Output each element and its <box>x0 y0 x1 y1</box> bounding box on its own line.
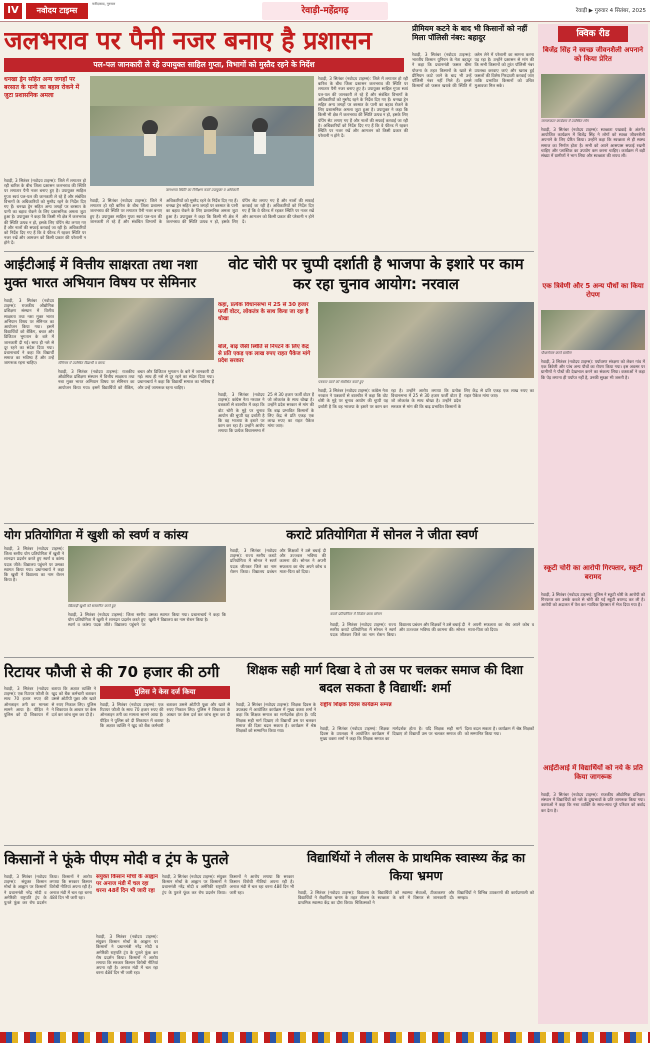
yoga-caption: खिलाड़ी खुशी को सम्मानित करते हुए <box>68 604 116 608</box>
page-number: IV <box>4 3 22 19</box>
teacher-side-head: राष्ट्रीय शिक्षक दिवस कार्यक्रम सम्पन्न <box>320 702 392 708</box>
yoga-headline: योग प्रतियोगिता में खुशी को स्वर्ण व कांस्य <box>4 528 188 542</box>
lead-headline: जलभराव पर पैनी नजर बनाए है प्रशासन <box>4 26 372 55</box>
yoga-body-cols: रेवाड़ी, 3 सितंबर (नवोदय टाइम्स): जिला स्तरीय योग प्रतियोगिता में खुशी ने शानदार प्रदर्शन करते हुए स्वर्ण व कांस्य पदक जीते। विद्यालय पहुंचने पर उसका स्वागत किया गया। प्रधानाचार्य ने कहा कि खुशी ने विद्यालय का नाम रोशन किया है। <box>68 612 226 628</box>
quick-head-4: आईटीआई में विद्यार्थियों को नये के प्रति किया जागरूक <box>543 764 643 781</box>
effigy-side-head: संयुक्त किसान मोर्चा के आह्वान पर अनाज मंडी में चल रहा धरना 48वें दिन भी जारी रहा <box>96 874 158 894</box>
quick-photo-2 <box>541 310 645 350</box>
masthead-logo: नवोदय टाइम्स <box>26 3 88 19</box>
iti-body-col1: रेवाड़ी, 3 सितंबर (नवोदय टाइम्स): राजकीय औद्योगिक प्रशिक्षण संस्थान में वित्तीय साक्षरता तथा नशा मुक्त भारत अभियान विषय पर सेमिनार का आयोजन किया गया। इसमें विद्यार्थियों को बैंकिंग, बचत और डिजिटल भुगतान के बारे में जानकारी दी गई। साथ ही नशे से दूर रहने का संदेश दिया गया। प्रधानाचार्य ने कहा कि विद्यार्थी समाज का भविष्य हैं और उन्हें जागरूक रहना चाहिए। <box>4 298 54 366</box>
masthead-date: फरीदाबाद, गुरुवार <box>92 2 116 6</box>
issue-date: रेवाड़ी ▶ गुरुवार 4 सितंबर, 2025 <box>575 8 646 14</box>
lead-photo <box>90 76 314 186</box>
quick-head-3: स्कूटी चोरी का आरोपी गिरफ्तार, स्कूटी बरामद <box>543 564 643 581</box>
divider <box>4 251 534 252</box>
teacher-headline: शिक्षक सही मार्ग दिखा दे तो उस पर चलकर समाज की दिशा बदल सकता है विद्यार्थी: शर्मा <box>246 662 524 695</box>
effigy-body-mid: रेवाड़ी, 3 सितंबर (नवोदय टाइम्स): संयुक्त किसान मोर्चा के आह्वान पर किसानों ने प्रधानमंत्री नरेंद्र मोदी व अमेरिकी राष्ट्रपति ट्रंप के पुतले फूंक कर रोष प्रदर्शन किया। किसानों ने आरोप लगाया कि सरकार किसान विरोधी नीतियां अपना रही है। अनाज मंडी में चल रहा धरना 48वें दिन भी जारी रहा। <box>96 934 158 976</box>
section-title: रेवाड़ी-महेंद्रगढ़ <box>262 2 388 20</box>
divider <box>4 657 534 658</box>
quick-body-4: रेवाड़ी, 3 सितंबर (नवोदय टाइम्स): राजकीय औद्योगिक प्रशिक्षण संस्थान में विद्यार्थियों को नशे के दुष्प्रभावों के प्रति जागरूक किया गया। वक्ताओं ने कहा कि नशा व्यक्ति के साथ-साथ पूरे परिवार को बर्बाद कर देता है। <box>541 792 645 813</box>
students-body: रेवाड़ी, 3 सितंबर (नवोदय टाइम्स): विद्यालय के विद्यार्थियों ने शैक्षणिक भ्रमण के तहत लीलस के प्राथमिक स्वास्थ्य केंद्र का दौरा किया। चिकित्सकों ने विद्यार्थियों को स्वास्थ्य सेवाओं, टीकाकरण और स्वच्छता के बारे में विस्तार से जानकारी दी। विद्यार्थियों ने विभिन्न उपकरणों की कार्यप्रणाली को समझा। <box>298 890 534 906</box>
iti-body-cols: रेवाड़ी, 3 सितंबर (नवोदय टाइम्स): राजकीय औद्योगिक प्रशिक्षण संस्थान में वित्तीय साक्षरता तथा नशा मुक्त भारत अभियान विषय पर सेमिनार का आयोजन किया गया। इसमें विद्यार्थियों को बैंकिंग, बचत और डिजिटल भुगतान के बारे में जानकारी दी गई। साथ ही नशे से दूर रहने का संदेश दिया गया। प्रधानाचार्य ने कहा कि विद्यार्थी समाज का भविष्य हैं और उन्हें जागरूक रहना चाहिए। <box>58 369 214 390</box>
quick-read-sidebar <box>538 24 648 1024</box>
registration-marks <box>0 1032 650 1043</box>
quick-caption-2: पौधारोपण करते ग्रामीण <box>541 351 572 355</box>
lead-side-head: धनखा ड्रेन सहित अन्य जगहों पर बरसात के पानी का बहाव रोकने में जुटा प्रशासनिक अमला <box>4 76 80 100</box>
karate-headline: कराटे प्रतियोगिता में सोनल ने जीता स्वर्ण <box>286 528 478 543</box>
karate-body-right: रेवाड़ी, 3 सितंबर (नवोदय टाइम्स): राज्य स्तरीय कराटे प्रतियोगिता में सोनल ने स्वर्ण पदक जीतकर जिले का नाम रोशन किया। विद्यालय प्रबंधन और शिक्षकों ने उसे बधाई दी और उज्ज्वल भविष्य की कामना की। सोनल ने अपनी सफलता का श्रेय अपने कोच व माता-पिता को दिया। <box>330 622 534 638</box>
yoga-photo <box>68 546 226 602</box>
vote-bullet-2: बोले, बाढ़ जैसी स्थिति से निपटने के लिए केंद्र से प्रति एकड़ एक लाख रुपए राहत पैकेज मांगे प्रदेश सरकार <box>218 344 311 364</box>
fraud-body-left: रेवाड़ी, 3 सितंबर (नवोदय टाइम्स): एक रिटायर फौजी के साथ 70 हजार रुपए की ऑनलाइन ठगी का मामला सामने आया है। पीड़ित ने पुलिस को दी शिकायत में बताया कि अज्ञात व्यक्ति ने खुद को बैंक कर्मचारी बताकर उससे ओटीपी पूछा और खाते से रुपए निकाल लिए। पुलिस ने शिकायत के आधार पर केस दर्ज कर जांच शुरू कर दी है। <box>4 686 96 718</box>
yoga-body-col1: रेवाड़ी, 3 सितंबर (नवोदय टाइम्स): जिला स्तरीय योग प्रतियोगिता में खुशी ने शानदार प्रदर्शन करते हुए स्वर्ण व कांस्य पदक जीते। विद्यालय पहुंचने पर उसका स्वागत किया गया। प्रधानाचार्य ने कहा कि खुशी ने विद्यालय का नाम रोशन किया है। <box>4 546 64 583</box>
vote-body-left: रेवाड़ी, 3 सितंबर (नवोदय टाइम्स): कांग्रेस नेता नरवाल ने पत्रकारों से बातचीत में कहा कि वोट चोरी के मुद्दे पर चुनाव आयोग की चुप्पी यह दर्शाती है कि वह भाजपा के इशारे पर काम कर रहा है। उन्होंने आरोप लगाया कि प्रत्येक विधानसभा में 25 से 30 हजार फर्जी वोटर हैं जो लोकतंत्र के साथ धोखा है। उन्होंने प्रदेश सरकार से मांग की कि बाढ़ प्रभावित किसानों के लिए केंद्र से प्रति एकड़ एक लाख रुपए का राहत पैकेज मांगा जाए। <box>218 392 314 434</box>
karate-photo <box>330 548 534 610</box>
vote-bullet-1: कहा, प्रत्येक विधानसभा में 25 से 30 हजार फर्जी वोटर, लोकतंत्र के साथ किया जा रहा है धोखा <box>218 302 309 322</box>
quick-head-1: बिजेंद्र सिंह ने स्वच्छ जीवनशैली अपनाने को किया प्रेरित <box>542 46 644 63</box>
fraud-headline: रिटायर फौजी से की 70 हजार की ठगी <box>4 663 220 681</box>
effigy-body-left: रेवाड़ी, 3 सितंबर (नवोदय टाइम्स): संयुक्त किसान मोर्चा के आह्वान पर किसानों ने प्रधानमंत्री नरेंद्र मोदी व अमेरिकी राष्ट्रपति ट्रंप के पुतले फूंक कर रोष प्रदर्शन किया। किसानों ने आरोप लगाया कि सरकार किसान विरोधी नीतियां अपना रही है। अनाज मंडी में चल रहा धरना 48वें दिन भी जारी रहा। <box>4 874 92 906</box>
quick-caption-1: जागरूकता कार्यक्रम में उपस्थित लोग <box>541 119 589 123</box>
iti-headline: आईटीआई में वित्तीय साक्षरता तथा नशा मुक्त भारत अभियान विषय पर सेमिनार <box>4 257 198 291</box>
quick-photo-1 <box>541 74 645 118</box>
quick-read-label: क्विक रीड <box>558 26 628 42</box>
iti-photo <box>58 298 214 360</box>
vote-body-right: रेवाड़ी, 3 सितंबर (नवोदय टाइम्स): कांग्रेस नेता नरवाल ने पत्रकारों से बातचीत में कहा कि वोट चोरी के मुद्दे पर चुनाव आयोग की चुप्पी यह दर्शाती है कि वह भाजपा के इशारे पर काम कर रहा है। उन्होंने आरोप लगाया कि प्रत्येक विधानसभा में 25 से 30 हजार फर्जी वोटर हैं जो लोकतंत्र के साथ धोखा है। उन्होंने प्रदेश सरकार से मांग की कि बाढ़ प्रभावित किसानों के लिए केंद्र से प्रति एकड़ एक लाख रुपए का राहत पैकेज मांगा जाए। <box>318 388 534 409</box>
quick-body-2: रेवाड़ी, 3 सितंबर (नवोदय टाइम्स): पर्यावरण संरक्षण को लेकर गांव में एक त्रिवेणी और पांच अन्य पौधों का रोपण किया गया। इस अवसर पर ग्रामीणों ने पौधों की देखभाल करने का संकल्प लिया। वक्ताओं ने कहा कि पेड़ लगाना ही पर्याप्त नहीं है, उनकी सुरक्षा भी जरूरी है। <box>541 359 645 380</box>
divider <box>4 523 534 524</box>
lead-body-col4: रेवाड़ी, 3 सितंबर (नवोदय टाइम्स): जिले में लगातार हो रही बारिश के बीच जिला प्रशासन जलभराव की स्थिति पर लगातार पैनी नजर बनाए हुए है। उपायुक्त साहिल गुप्ता स्वयं पल-पल की जानकारी ले रहे हैं और संबंधित विभागों के अधिकारियों को मुस्तैद रहने के निर्देश दिए गए हैं। धनखा ड्रेन सहित अन्य जगहों पर बरसात के पानी का बहाव रोकने के लिए प्रशासनिक अमला जुटा हुआ है। उपायुक्त ने कहा कि किसी भी क्षेत्र में जलभराव की स्थिति उत्पन्न न हो, इसके लिए पंपिंग सेट लगाए गए हैं और नालों की सफाई करवाई जा रही है। अधिकारियों को निर्देश दिए गए हैं कि वे फील्ड में रहकर स्थिति पर नजर रखें और आमजन को किसी प्रकार की परेशानी न होने दें। <box>318 76 408 139</box>
masthead-bar <box>0 0 650 22</box>
karate-body-left: रेवाड़ी, 3 सितंबर (नवोदय टाइम्स): राज्य स्तरीय कराटे प्रतियोगिता में सोनल ने स्वर्ण पदक जीतकर जिले का नाम रोशन किया। विद्यालय प्रबंधन और शिक्षकों ने उसे बधाई दी और उज्ज्वल भविष्य की कामना की। सोनल ने अपनी सफलता का श्रेय अपने कोच व माता-पिता को दिया। <box>230 548 326 574</box>
students-headline: विद्यार्थियों ने लीलस के प्राथमिक स्वास्थ्य केंद्र का किया भ्रमण <box>306 850 526 883</box>
lead-body-cols: रेवाड़ी, 3 सितंबर (नवोदय टाइम्स): जिले में लगातार हो रही बारिश के बीच जिला प्रशासन जलभराव की स्थिति पर लगातार पैनी नजर बनाए हुए है। उपायुक्त साहिल गुप्ता स्वयं पल-पल की जानकारी ले रहे हैं और संबंधित विभागों के अधिकारियों को मुस्तैद रहने के निर्देश दिए गए हैं। धनखा ड्रेन सहित अन्य जगहों पर बरसात के पानी का बहाव रोकने के लिए प्रशासनिक अमला जुटा हुआ है। उपायुक्त ने कहा कि किसी भी क्षेत्र में जलभराव की स्थिति उत्पन्न न हो, इसके लिए पंपिंग सेट लगाए गए हैं और नालों की सफाई करवाई जा रही है। अधिकारियों को निर्देश दिए गए हैं कि वे फील्ड में रहकर स्थिति पर नजर रखें और आमजन को किसी प्रकार की परेशानी न होने दें। <box>90 198 314 224</box>
iti-caption: सेमिनार में उपस्थित विद्यार्थी व स्टाफ <box>58 361 105 365</box>
karate-caption: कराटे प्रतियोगिता में विजेता छात्रा सोनल <box>330 612 382 616</box>
vote-photo <box>318 302 534 378</box>
vote-caption: पत्रकार वार्ता को संबोधित करते हुए <box>318 380 364 384</box>
effigy-headline: किसानों ने फूंके पीएम मोदी व ट्रंप के पुतले <box>4 852 229 868</box>
lead-body-col1: रेवाड़ी, 3 सितंबर (नवोदय टाइम्स): जिले में लगातार हो रही बारिश के बीच जिला प्रशासन जलभराव की स्थिति पर लगातार पैनी नजर बनाए हुए है। उपायुक्त साहिल गुप्ता स्वयं पल-पल की जानकारी ले रहे हैं और संबंधित विभागों के अधिकारियों को मुस्तैद रहने के निर्देश दिए गए हैं। धनखा ड्रेन सहित अन्य जगहों पर बरसात के पानी का बहाव रोकने के लिए प्रशासनिक अमला जुटा हुआ है। उपायुक्त ने कहा कि किसी भी क्षेत्र में जलभराव की स्थिति उत्पन्न न हो, इसके लिए पंपिंग सेट लगाए गए हैं और नालों की सफाई करवाई जा रही है। अधिकारियों को निर्देश दिए गए हैं कि वे फील्ड में रहकर स्थिति पर नजर रखें और आमजन को किसी प्रकार की परेशानी न होने दें। <box>4 178 86 246</box>
effigy-body-right: रेवाड़ी, 3 सितंबर (नवोदय टाइम्स): संयुक्त किसान मोर्चा के आह्वान पर किसानों ने प्रधानमंत्री नरेंद्र मोदी व अमेरिकी राष्ट्रपति ट्रंप के पुतले फूंक कर रोष प्रदर्शन किया। किसानों ने आरोप लगाया कि सरकार किसान विरोधी नीतियां अपना रही है। अनाज मंडी में चल रहा धरना 48वें दिन भी जारी रहा। <box>162 874 294 895</box>
fraud-body-right: रेवाड़ी, 3 सितंबर (नवोदय टाइम्स): एक रिटायर फौजी के साथ 70 हजार रुपए की ऑनलाइन ठगी का मामला सामने आया है। पीड़ित ने पुलिस को दी शिकायत में बताया कि अज्ञात व्यक्ति ने खुद को बैंक कर्मचारी बताकर उससे ओटीपी पूछा और खाते से रुपए निकाल लिए। पुलिस ने शिकायत के आधार पर केस दर्ज कर जांच शुरू कर दी है। <box>100 702 230 728</box>
vote-headline: वोट चोरी पर चुप्पी दर्शाती है भाजपा के इशारे पर काम कर रहा चुनाव आयोग: नरवाल <box>228 255 524 293</box>
teacher-body-cols: रेवाड़ी, 3 सितंबर (नवोदय टाइम्स): शिक्षक दिवस के उपलक्ष्य में आयोजित कार्यक्रम में मुख्य वक्ता शर्मा ने कहा कि शिक्षक समाज का मार्गदर्शक होता है। यदि शिक्षक सही मार्ग दिखाए तो विद्यार्थी उस पर चलकर समाज की दिशा बदल सकता है। कार्यक्रम में श्रेष्ठ शिक्षकों को सम्मानित किया गया। <box>320 726 534 742</box>
teacher-body-col1: रेवाड़ी, 3 सितंबर (नवोदय टाइम्स): शिक्षक दिवस के उपलक्ष्य में आयोजित कार्यक्रम में मुख्य वक्ता शर्मा ने कहा कि शिक्षक समाज का मार्गदर्शक होता है। यदि शिक्षक सही मार्ग दिखाए तो विद्यार्थी उस पर चलकर समाज की दिशा बदल सकता है। कार्यक्रम में श्रेष्ठ शिक्षकों को सम्मानित किया गया। <box>236 702 316 734</box>
lead-caption: जलभराव स्थिति का निरीक्षण करते उपायुक्त व अधिकारी <box>165 188 239 192</box>
premium-body: रेवाड़ी, 3 सितंबर (नवोदय टाइम्स): भारतीय किसान यूनियन के नेता बहादुर ने कहा कि प्रधानमंत्री फसल बीमा योजना के तहत किसानों के खाते से प्रीमियम काटे जाने के बाद भी उन्हें पॉलिसी नंबर नहीं मिले हैं। इससे किसानों को फसल खराबे की स्थिति में क्लेम लेने में परेशानी का सामना करना पड़ रहा है। उन्होंने प्रशासन से मांग की कि सभी किसानों को तुरंत पॉलिसी नंबर उपलब्ध करवाए जाएं और खराब हुई फसलों की विशेष गिरदावरी करवाई जाए ताकि प्रभावित किसानों को उचित मुआवजा मिल सके। <box>412 52 534 89</box>
fraud-band: पुलिस ने केस दर्ज किया <box>100 686 230 699</box>
quick-head-2: एक त्रिवेणी और 5 अन्य पौधों का किया रोपण <box>542 282 644 299</box>
river-scene-image <box>90 76 314 186</box>
quick-body-1: रेवाड़ी, 3 सितंबर (नवोदय टाइम्स): स्वच्छता पखवाड़े के अंतर्गत आयोजित कार्यक्रम में बिजेंद्र सिंह ने लोगों को स्वच्छ जीवनशैली अपनाने के लिए प्रेरित किया। उन्होंने कहा कि स्वच्छता से ही स्वस्थ समाज का निर्माण होता है। सभी को अपने आसपास सफाई रखनी चाहिए और प्लास्टिक का उपयोग कम करना चाहिए। कार्यक्रम में बड़ी संख्या में ग्रामीणों ने भाग लिया और स्वच्छता की शपथ ली। <box>541 127 645 159</box>
premium-headline: प्रीमियम कटने के बाद भी किसानों को नहीं मिला पॉलिसी नंबर: बहादुर <box>412 24 528 42</box>
lead-strap: पल-पल जानकारी ले रहे उपायुक्त साहिल गुप्ता, विभागों को मुस्तैद रहने के निर्देश <box>4 58 404 72</box>
quick-body-3: रेवाड़ी, 3 सितंबर (नवोदय टाइम्स): पुलिस ने स्कूटी चोरी के आरोपी को गिरफ्तार कर उसके कब्जे से चोरी की गई स्कूटी बरामद कर ली है। आरोपी को अदालत में पेश कर न्यायिक हिरासत में भेज दिया गया है। <box>541 592 645 608</box>
divider <box>4 845 534 846</box>
